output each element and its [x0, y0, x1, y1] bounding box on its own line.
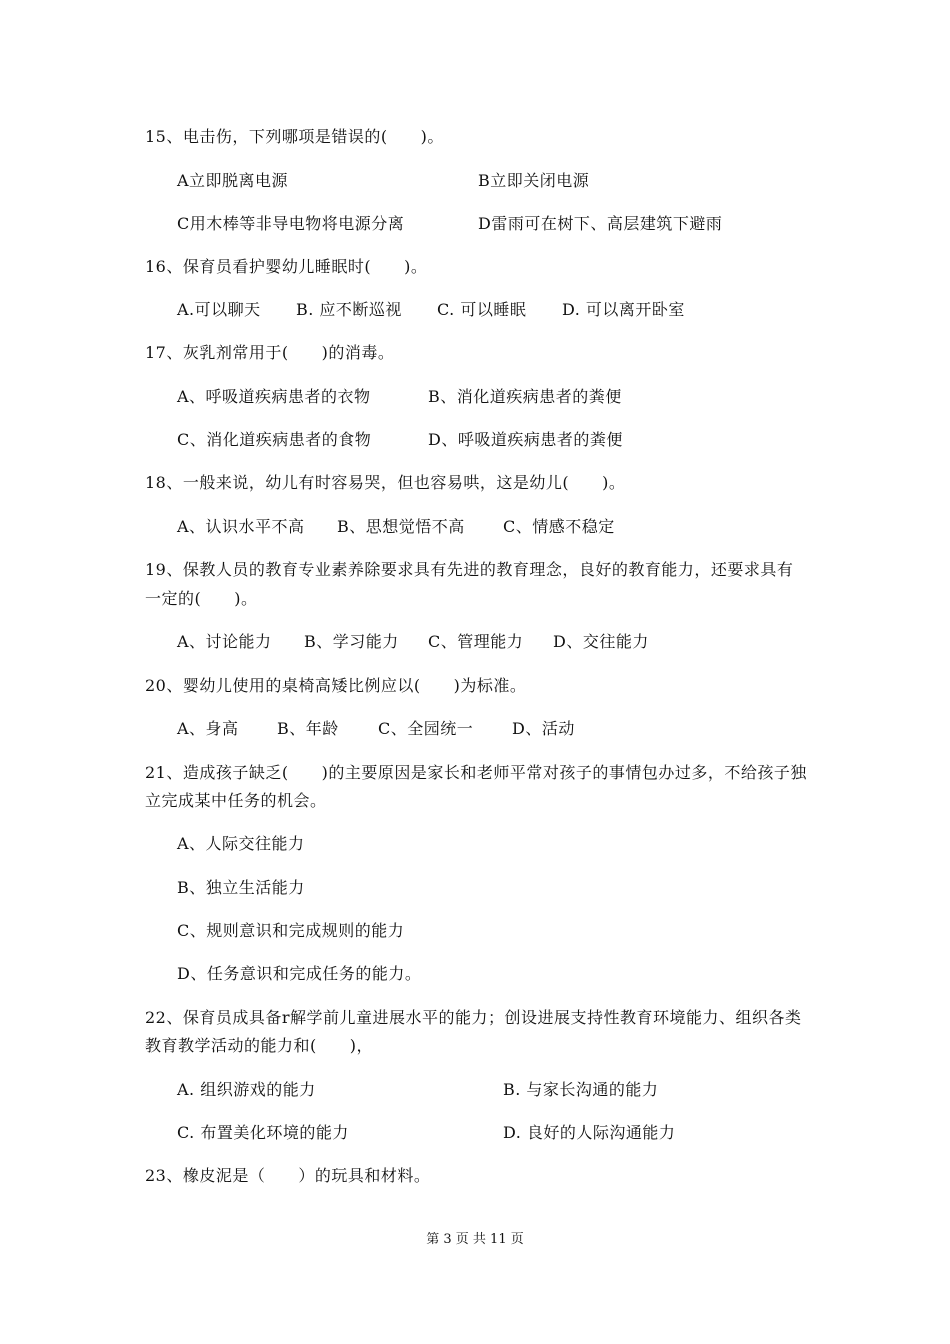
- q16-option-a: A.可以聊天: [177, 300, 261, 319]
- q15-option-d: D雷雨可在树下、高层建筑下避雨: [478, 214, 723, 233]
- q18-option-b: B、思想觉悟不高: [337, 517, 465, 536]
- question-19-line-1: 19、保教人员的教育专业素养除要求具有先进的教育理念，良好的教育能力，还要求具有: [145, 560, 794, 579]
- question-21-line-2: 立完成某中任务的机会。: [145, 791, 327, 810]
- q22-option-d: D. 良好的人际沟通能力: [503, 1123, 676, 1142]
- q21-option-c: C、规则意识和完成规则的能力: [177, 921, 405, 940]
- q15-option-b: B立即关闭电源: [478, 171, 590, 190]
- q16-option-d: D. 可以离开卧室: [562, 300, 685, 319]
- q16-option-b: B. 应不断巡视: [296, 300, 402, 319]
- q22-option-a: A. 组织游戏的能力: [177, 1080, 316, 1099]
- question-17: 17、灰乳剂常用于( )的消毒。: [145, 343, 395, 362]
- q15-option-c: C用木棒等非导电物将电源分离: [177, 214, 405, 233]
- q21-option-d: D、任务意识和完成任务的能力。: [177, 964, 422, 983]
- question-20: 20、婴幼儿使用的桌椅高矮比例应以( )为标准。: [145, 676, 527, 695]
- q20-option-a: A、身高: [177, 719, 239, 738]
- q19-option-c: C、管理能力: [428, 632, 524, 651]
- q18-option-c: C、情感不稳定: [503, 517, 615, 536]
- q22-option-b: B. 与家长沟通的能力: [503, 1080, 659, 1099]
- q20-option-b: B、年龄: [277, 719, 339, 738]
- question-22-line-2: 教育教学活动的能力和( )，: [145, 1036, 373, 1055]
- q20-option-d: D、活动: [512, 719, 575, 738]
- question-15: 15、电击伤，下列哪项是错误的( )。: [145, 127, 444, 146]
- question-21-line-1: 21、造成孩子缺乏( )的主要原因是家长和老师平常对孩子的事情包办过多，不给孩子独: [145, 763, 807, 782]
- page-number-footer: 第 3 页 共 11 页: [426, 1232, 524, 1247]
- q22-option-c: C. 布置美化环境的能力: [177, 1123, 349, 1142]
- q17-option-d: D、呼吸道疾病患者的粪便: [428, 430, 623, 449]
- q18-option-a: A、认识水平不高: [177, 517, 305, 536]
- question-18: 18、一般来说，幼儿有时容易哭，但也容易哄，这是幼儿( )。: [145, 473, 626, 492]
- q16-option-c: C. 可以睡眠: [437, 300, 527, 319]
- q17-option-b: B、消化道疾病患者的粪便: [428, 387, 622, 406]
- q19-option-a: A、讨论能力: [177, 632, 272, 651]
- q17-option-c: C、消化道疾病患者的食物: [177, 430, 372, 449]
- q19-option-d: D、交往能力: [553, 632, 649, 651]
- question-22-line-1: 22、保育员成具备r解学前儿童进展水平的能力；创设进展支持性教育环境能力、组织各类: [145, 1008, 802, 1027]
- question-23: 23、橡皮泥是（ ）的玩具和材料。: [145, 1166, 431, 1185]
- q15-option-a: A立即脱离电源: [177, 171, 289, 190]
- q19-option-b: B、学习能力: [304, 632, 399, 651]
- q21-option-a: A、人际交往能力: [177, 834, 305, 853]
- q21-option-b: B、独立生活能力: [177, 878, 305, 897]
- question-16: 16、保育员看护婴幼儿睡眠时( )。: [145, 257, 428, 276]
- question-19-line-2: 一定的( )。: [145, 589, 258, 608]
- q20-option-c: C、全园统一: [378, 719, 474, 738]
- q17-option-a: A、呼吸道疾病患者的衣物: [177, 387, 371, 406]
